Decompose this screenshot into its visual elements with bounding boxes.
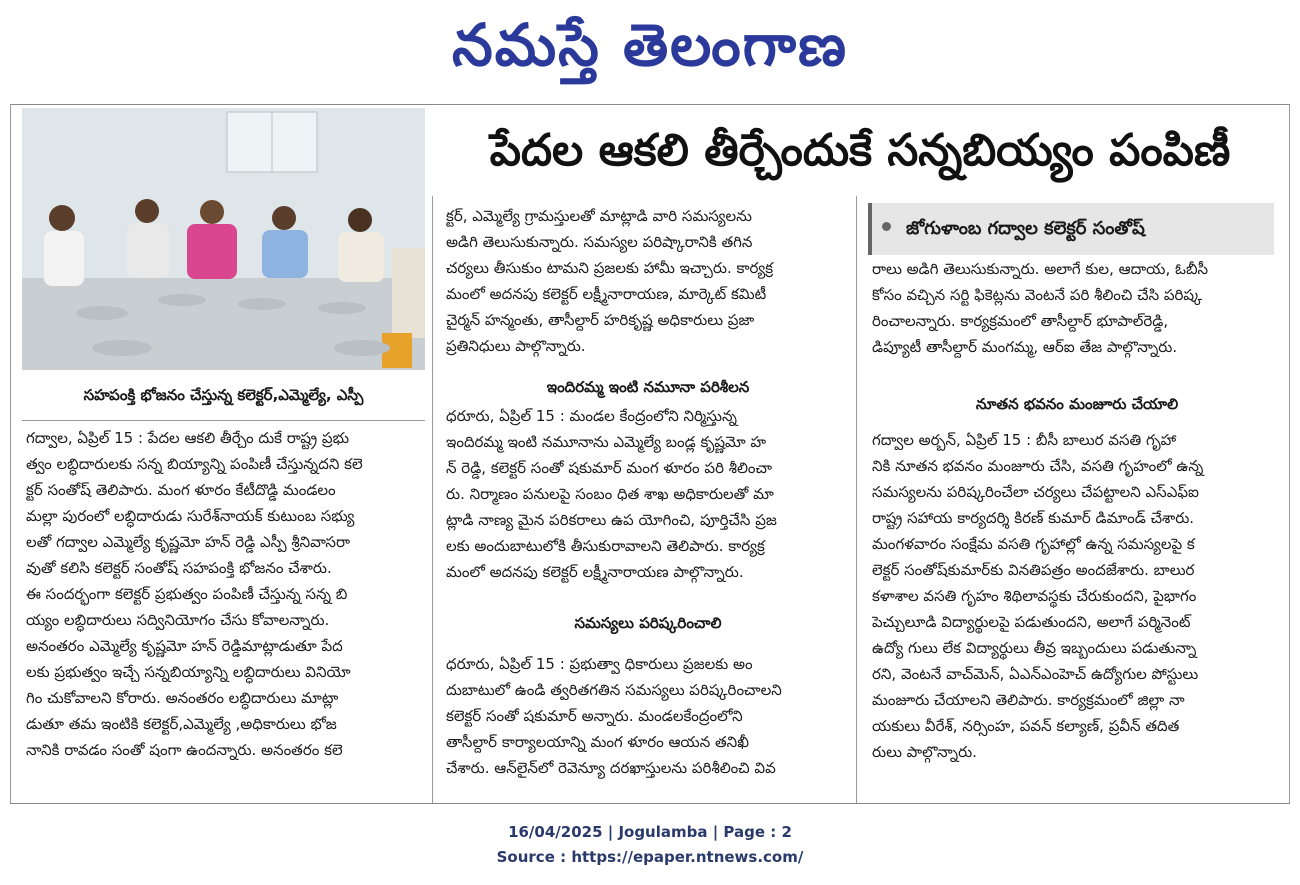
subhead: నూతన భవనం మంజూరు చేయాలి xyxy=(975,395,1179,413)
body-line: ఈ సందర్భంగా కలెక్టర్ ప్రభుత్వం పంపిణీ చేస్తున్న సన్న బి xyxy=(26,585,348,603)
footer-date-line: 16/04/2025 | Jogulamba | Page : 2 xyxy=(508,823,792,841)
photo-caption: సహపంక్తి భోజనం చేస్తున్న కలెక్టర్,ఎమ్మెల్యే, ఎస్పీ xyxy=(83,386,364,404)
body-line: ధరూరు, ఏప్రిల్ 15 : ప్రభుత్వా ధికారులు ప్రజలకు అం xyxy=(446,655,753,673)
column-divider-1 xyxy=(432,196,433,804)
footer-source-link[interactable]: Source : https://epaper.ntnews.com/ xyxy=(496,848,804,866)
bottom-rule xyxy=(10,803,1290,804)
body-line: లెక్టర్ సంతోష్‌కుమార్‌కు వినతిపత్రం అందజేశారు. బాలుర xyxy=(872,561,1195,579)
headline: పేదల ఆకలి తీర్చేందుకే సన్నబియ్యం పంపిణీ xyxy=(489,125,1231,176)
body-line: కోసం వచ్చిన సర్టి ఫికెట్లను వెంటనే పరి శీలించి చేసి పరిష్క xyxy=(872,286,1203,304)
kicker-box xyxy=(868,203,1274,255)
photo-illustration xyxy=(22,108,425,370)
body-line: చైర్మన్ హన్మంతు, తాసీల్దార్ హరికృష్ణ అధికారులు ప్రజా xyxy=(446,311,755,329)
body-line: క్టర్ సంతోష్ తెలిపారు. మంగ ళూరం కేటీదొడ్డి మండలం xyxy=(26,481,336,499)
body-line: రించాలన్నారు. కార్యక్రమంలో తాసీల్దార్ భూపాల్‌రెడ్డి, xyxy=(872,312,1169,330)
body-line: తాసీల్దార్ కార్యాలయాన్ని మంగ ళూరం ఆయన తనిఖీ xyxy=(446,733,749,751)
kicker-text: జోగుళాంబ గద్వాల కలెక్టర్ సంతోష్ xyxy=(906,218,1145,239)
body-line: ట్లాడి నాణ్య మైన పరికరాలు ఉప యోగించి, పూర్తిచేసి ప్రజ xyxy=(446,511,777,529)
body-line: పెచ్చులూడి విద్యార్థులపై పడుతుందని, అలాగే పర్మినెంట్ xyxy=(872,613,1191,631)
body-line: క్టర్, ఎమ్మెల్యే గ్రామస్తులతో మాట్లాడి వారి సమస్యలను xyxy=(446,207,752,225)
body-line: గద్వాల, ఏప్రిల్ 15 : పేదల ఆకలి తీర్చేం దుకే రాష్ట్ర ప్రభు xyxy=(26,429,350,447)
masthead-logo: నమస్తే తెలంగాణ xyxy=(452,11,848,79)
body-line: లకు ప్రభుత్వం ఇచ్చే సన్నబియ్యాన్ని లబ్ధిదారులు వినియో xyxy=(26,663,351,681)
body-line: నానికి రావడం సంతో షంగా ఉందన్నారు. అనంతరం కలె xyxy=(26,741,343,759)
body-line: రులు పాల్గొన్నారు. xyxy=(872,743,977,761)
body-line: లతో గద్వాల ఎమ్మెల్యే కృష్ణమో హన్ రెడ్డి ఎస్పీ శ్రీనివాసరా xyxy=(26,533,351,551)
body-line: చేశారు. ఆన్‌లైన్‌లో రెవెన్యూ దరఖాస్తులను పరిశీలించి వివ xyxy=(446,759,776,777)
body-line: వుతో కలిసి కలెక్టర్ సంతోష్ సహపంక్తి భోజనం చేశారు. xyxy=(26,559,332,577)
body-line: అనంతరం ఎమ్మెల్యే కృష్ణమో హన్ రెడ్డిమాట్లాడుతూ పేద xyxy=(26,637,343,655)
body-line: కళాశాల వసతి గృహం శిథిలావస్థకు చేరుకుందని, పైభాగం xyxy=(872,587,1197,605)
body-line: రాష్ట్ర సహాయ కార్యదర్శి కిరణ్ కుమార్ డిమాండ్ చేశారు. xyxy=(872,509,1195,527)
column-divider-2 xyxy=(856,196,857,804)
body-line: న్ రెడ్డి, కలెక్టర్ సంతో షకుమార్ మంగ ళూరం పరి శీలించా xyxy=(446,459,773,477)
news-photo xyxy=(22,108,425,370)
body-line: మంజూరు చేయాలని తెలిపారు. కార్యక్రమంలో జిల్లా నా xyxy=(872,691,1185,709)
top-rule xyxy=(10,104,1290,105)
body-line: త్వం లబ్ధిదారులకు సన్న బియ్యాన్ని పంపిణీ చేస్తున్నదని కలె xyxy=(26,455,363,473)
body-line: ఉద్యో గులు లేక విద్యార్థులు తీవ్ర ఇబ్బందులు పడుతున్నా xyxy=(872,639,1197,657)
body-line: దుబాటులో ఉండి త్వరితగతిన సమస్యలు పరిష్కరించాలని xyxy=(446,681,782,699)
bullet-icon xyxy=(882,222,891,231)
left-border xyxy=(10,104,11,804)
body-line: య్యం లబ్ధిదారులు సద్వినియోగం చేసు కోవాలన్నారు. xyxy=(26,611,330,629)
body-line: రాలు అడిగి తెలుసుకున్నారు. అలాగే కుల, ఆదాయ, ఓబీసీ xyxy=(872,260,1209,278)
caption-rule xyxy=(22,420,425,421)
body-line: చర్యలు తీసుకుం టామని ప్రజలకు హామీ ఇచ్చారు. కార్యక్ర xyxy=(446,259,774,277)
body-line: మల్లా పురంలో లబ్ధిదారుడు సురేశ్‌నాయక్ కుటుంబ సభ్యు xyxy=(26,507,355,525)
body-line: గిం చుకోవాలని కోరారు. అనంతరం లబ్ధిదారులు మాట్లా xyxy=(26,689,339,707)
body-line: గద్వాల అర్బన్, ఏప్రిల్ 15 : బీసీ బాలుర వసతి గృహా xyxy=(872,431,1177,449)
subhead: ఇందిరమ్మ ఇంటి నమూనా పరిశీలన xyxy=(546,378,750,396)
subhead: సమస్యలు పరిష్కరించాలి xyxy=(574,614,722,632)
body-line: కలెక్టర్ సంతో షకుమార్ అన్నారు. మండలకేంద్రంలోని xyxy=(446,707,743,725)
body-line: మంగళవారం సంక్షేమ వసతి గృహాల్లో ఉన్న సమస్యలపై క xyxy=(872,535,1195,553)
body-line: లకు అందుబాటులోకి తీసుకురావాలని తెలిపారు. కార్యక్ర xyxy=(446,537,765,555)
body-line: ప్రతినిధులు పాల్గొన్నారు. xyxy=(446,337,586,355)
body-line: డిప్యూటీ తాసీల్దార్ మంగమ్మ, ఆర్ఐ తేజ పాల్గొన్నారు. xyxy=(872,338,1178,356)
body-line: సమస్యలను పరిష్కరించేలా చర్యలు చేపట్టాలని ఎస్ఎఫ్ఐ xyxy=(872,483,1199,501)
body-line: డుతూ తమ ఇంటికి కలెక్టర్,ఎమ్మెల్యే ,అధికారులు భోజ xyxy=(26,715,337,733)
body-line: యకులు వీరేశ్, నర్సింహ, పవన్ కల్యాణ్, ప్రవీన్ తదిత xyxy=(872,717,1180,735)
body-line: ఇందిరమ్మ ఇంటి నమూనాను ఎమ్మెల్యే బండ్ల కృష్ణమో హ xyxy=(446,433,766,451)
body-line: మంలో అదనపు కలెక్టర్ లక్ష్మీనారాయణ, మార్కెట్ కమిటీ xyxy=(446,285,767,303)
body-line: ధరూరు, ఏప్రిల్ 15 : మండల కేంద్రంలోని నిర్మిస్తున్న xyxy=(446,407,737,425)
body-line: రని, వెంటనే వాచ్‌మెన్, ఏఎన్ఎంహెచ్ ఉద్యోగుల పోస్టులు xyxy=(872,665,1199,683)
right-border xyxy=(1289,104,1290,804)
body-line: మంలో అదనపు కలెక్టర్ లక్ష్మీనారాయణ పాల్గొన్నారు. xyxy=(446,563,744,581)
body-line: నికి నూతన భవనం మంజూరు చేసి, వసతి గృహంలో ఉన్న xyxy=(872,457,1204,475)
body-line: అడిగి తెలుసుకున్నారు. సమస్యల పరిష్కారానికి తగిన xyxy=(446,233,753,251)
body-line: రు. నిర్మాణం పనులపై సంబం ధిత శాఖ అధికారులతో మా xyxy=(446,485,774,503)
